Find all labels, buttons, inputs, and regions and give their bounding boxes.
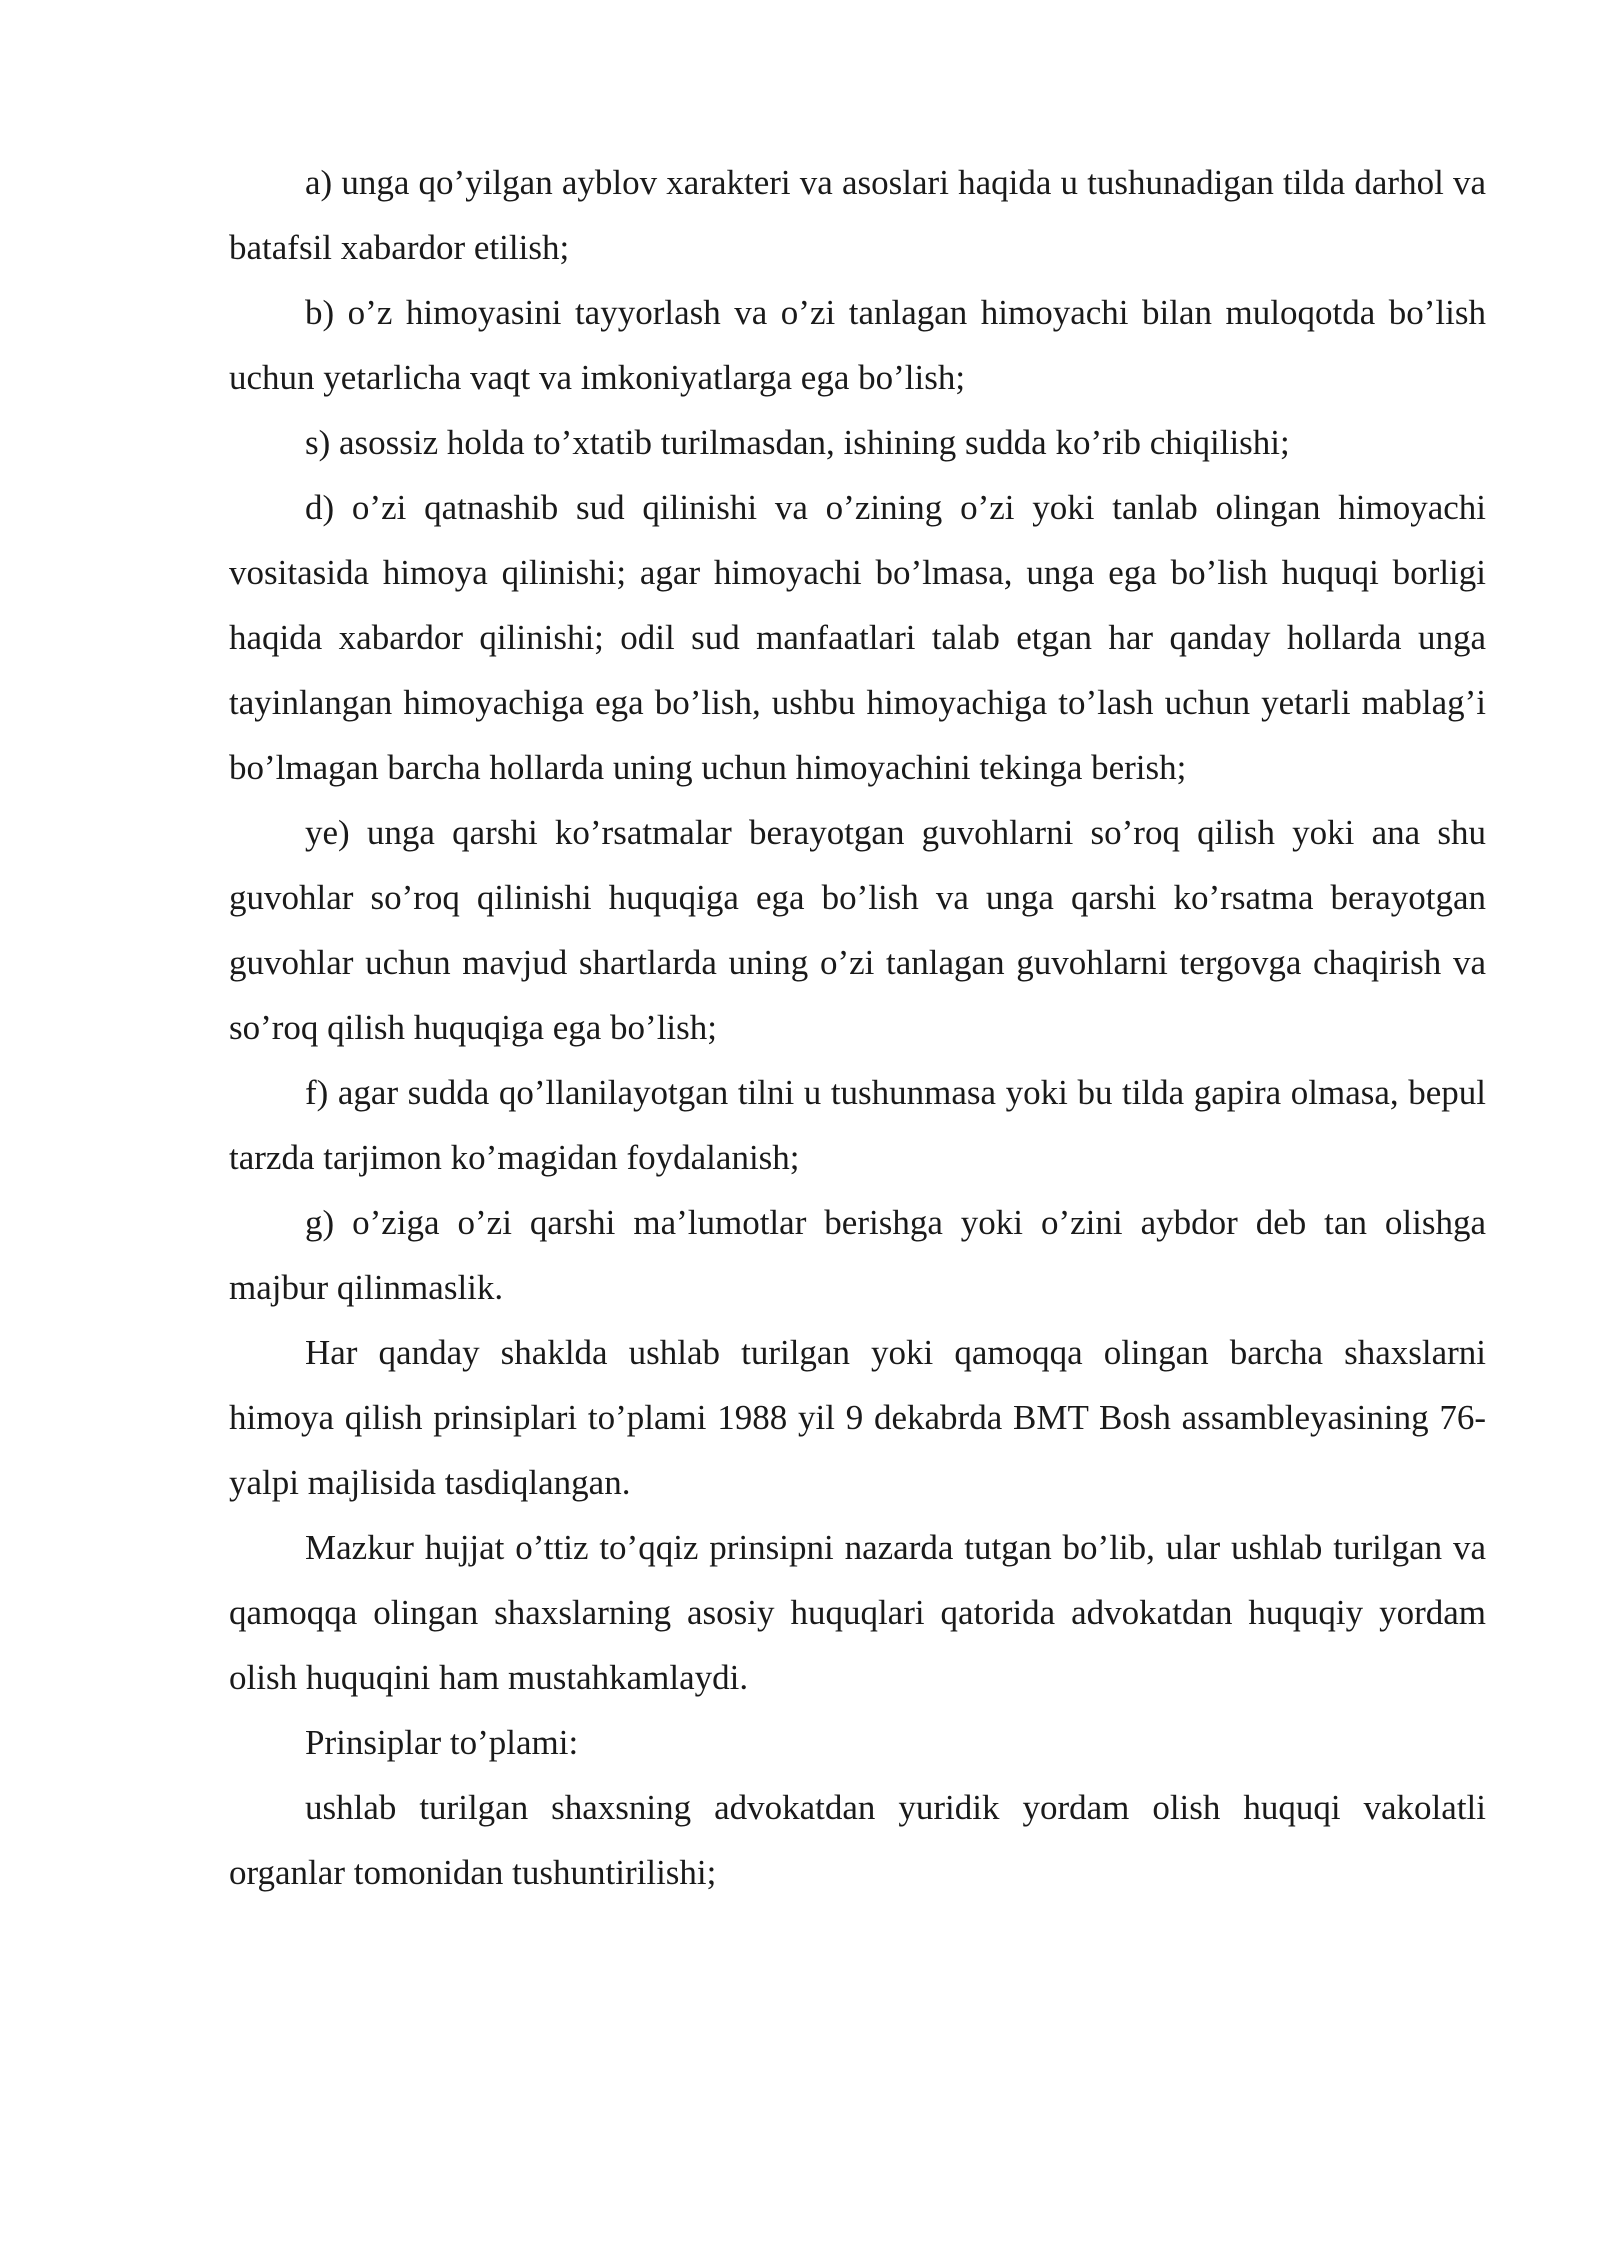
paragraph-body: ushlab turilgan shaxsning advokatdan yuridik yordam olish huquqi vakolatli organlar tomonidan tushuntirilishi; — [229, 1788, 1486, 1892]
paragraph-item-a: a) unga qo’yilgan ayblov xarakteri va asoslari haqida u tushunadigan tilda darhol va batafsil xabardor etilish; — [229, 163, 1486, 267]
paragraph-item-d: d) o’zi qatnashib sud qilinishi va o’zining o’zi yoki tanlab olingan himoyachi vositasida himoya qilinishi; agar himoyachi bo’lmasa, unga ega bo’lish huquqi borligi haqida xabardor qilinishi; odil sud manfaatlari talab etgan har qanday hollarda unga tayinlangan himoyachiga ega bo’lish, ushbu himoyachiga to’lash uchun yetarli mablag’i bo’lmagan barcha hollarda uning uchun himoyachini tekinga berish; — [229, 488, 1486, 787]
paragraph-item-ye: ye) unga qarshi ko’rsatmalar berayotgan guvohlarni so’roq qilish yoki ana shu guvohlar so’roq qilinishi huquqiga ega bo’lish va unga qarshi ko’rsatma berayotgan guvohlar uchun mavjud shartlarda uning o’zi tanlagan guvohlarni tergovga chaqirish va so’roq qilish huquqiga ega bo’lish; — [229, 813, 1486, 1047]
paragraph-item-s: s) asossiz holda to’xtatib turilmasdan, ishining sudda ko’rib chiqilishi; — [305, 423, 1290, 462]
paragraph-item-f: f) agar sudda qo’llanilayotgan tilni u tushunmasa yoki bu tilda gapira olmasa, bepul tarzda tarjimon ko’magidan foydalanish; — [229, 1073, 1486, 1177]
paragraph-body: Prinsiplar to’plami: — [305, 1723, 579, 1762]
paragraph-body: Mazkur hujjat o’ttiz to’qqiz prinsipni nazarda tutgan bo’lib, ular ushlab turilgan va qamoqqa olingan shaxslarning asosiy huquqlari qatorida advokatdan huquqiy yordam olish huquqini ham mustahkamlaydi. — [229, 1528, 1486, 1697]
paragraph-item-b: b) o’z himoyasini tayyorlash va o’zi tanlagan himoyachi bilan muloqotda bo’lish uchun yetarlicha vaqt va imkoniyatlarga ega bo’lish; — [229, 293, 1486, 397]
document-page — [229, 150, 1486, 1905]
paragraph-body: Har qanday shaklda ushlab turilgan yoki qamoqqa olingan barcha shaxslarni himoya qilish prinsiplari to’plami 1988 yil 9 dekabrda BMT Bosh assambleyasining 76-yalpi majlisida tasdiqlangan. — [229, 1333, 1486, 1502]
paragraph-item-g: g) o’ziga o’zi qarshi ma’lumotlar berishga yoki o’zini aybdor deb tan olishga majbur qilinmaslik. — [229, 1203, 1486, 1307]
